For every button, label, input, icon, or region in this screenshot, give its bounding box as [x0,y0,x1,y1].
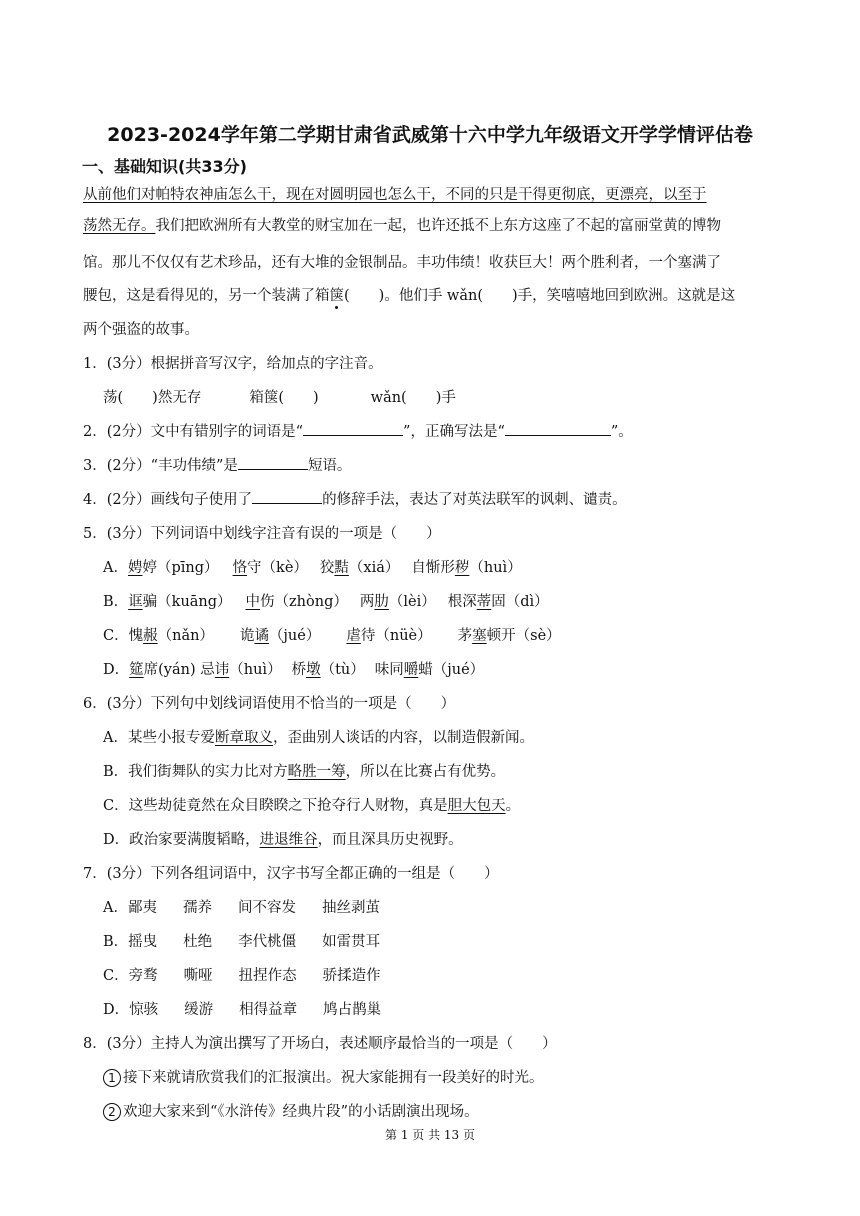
q5-option-b[interactable]: B．诓骗（kuāng） 中伤（zhòng） 两肋（lèi） 根深蒂固（dì） [103,594,549,610]
answer-blank[interactable] [303,421,403,436]
question-8: 8．(3分）主持人为演出撰写了开场白，表述顺序最恰当的一项是（ ） [83,1036,557,1052]
q1-item: 荡( )然无存 [103,390,202,406]
q5-option-d[interactable]: D．筵席(yán) 忌讳（huì） 桥墩（tù） 味同嚼蜡（jué） [103,662,485,678]
circled-number: 2 [103,1103,121,1121]
q6-option-a[interactable]: A．某些小报专爱断章取义，歪曲别人谈话的内容，以制造假新闻。 [103,730,534,746]
q1-items [103,386,456,407]
q8-statement-2: 2 欢迎大家来到“《水浒传》经典片段”的小话剧演出现场。 [103,1100,479,1121]
q1-item: 箱箧( ) [249,390,319,406]
passage-line: 从前他们对帕特农神庙怎么干，现在对圆明园也怎么干，不同的只是干得更彻底，更漂亮，以至于 [83,187,707,203]
section-heading: 一、基础知识(共33分) [82,157,247,176]
question-6: 6．(3分）下列句中划线词语使用不恰当的一项是（ ） [83,696,456,712]
q7-option-c[interactable]: C．旁骛 嘶哑 扭捏作态 骄揉造作 [103,968,381,984]
dotted-char: 箧 [329,288,344,304]
q7-option-a[interactable]: A．鄙夷 孺养 间不容发 抽丝剥茧 [103,900,380,916]
passage-line: 腰包，这是看得见的，另一个装满了箱箧( )。他们手 wǎn( )手，笑嘻嘻地回到欧洲。这就是这 [83,288,736,304]
question-4: 4．(2分）画线句子使用了 的修辞手法，表达了对英法联军的讽刺、谴责。 [83,488,627,509]
question-5: 5．(3分）下列词语中划线字注音有误的一项是（ ） [83,526,441,542]
question-7: 7．(3分）下列各组词语中，汉字书写全都正确的一组是（ ） [83,866,499,882]
passage-line: 馆。那儿不仅仅有艺术珍品，还有大堆的金银制品。丰功伟绩！收获巨大！两个胜利者，一个塞满了 [83,255,721,271]
answer-blank[interactable] [238,455,308,470]
question-2: 2．(2分）文中有错别字的词语是“ ”，正确写法是“ ”。 [83,420,633,441]
question-3: 3．(2分）“丰功伟绩”是 短语。 [83,454,351,475]
answer-blank[interactable] [252,489,322,504]
exam-title: 2023-2024学年第二学期甘肃省武威第十六中学九年级语文开学学情评估卷 [107,124,753,146]
q5-option-a[interactable]: A．娉婷（pīng） 恪守（kè） 狡黠（xiá） 自惭形秽（huì） [103,560,522,576]
circled-number: 1 [103,1069,121,1087]
question-1: 1．(3分）根据拼音写汉字，给加点的字注音。 [83,356,383,372]
q8-statement-1: 1 接下来就请欣赏我们的汇报演出。祝大家能拥有一段美好的时光。 [103,1066,544,1087]
q6-option-b[interactable]: B．我们街舞队的实力比对方略胜一筹，所以在比赛占有优势。 [103,764,506,780]
q7-option-d[interactable]: D．惊骇 缓游 相得益章 鸠占鹊巢 [103,1002,382,1018]
q7-option-b[interactable]: B．摇曳 杜绝 李代桃僵 如雷贯耳 [103,934,381,950]
q6-option-d[interactable]: D．政治家要满腹韬略，进退维谷，而且深具历史视野。 [103,832,463,848]
q1-item: wǎn( )手 [370,390,456,406]
passage-line: 两个强盗的故事。 [83,322,199,338]
q6-option-c[interactable]: C．这些劫徒竟然在众目睽睽之下抢夺行人财物，真是胆大包天。 [103,798,521,814]
answer-blank[interactable] [505,421,611,436]
page-footer: 第 1 页 共 13 页 [385,1128,475,1142]
q5-option-c[interactable]: C．愧赧（nǎn） 诡谲（jué） 虐待（nüè） 茅塞顿开（sè） [103,628,561,644]
passage-line: 荡然无存。我们把欧洲所有大教堂的财宝加在一起，也许还抵不上东方这座了不起的富丽堂黄的博物 [83,218,721,234]
